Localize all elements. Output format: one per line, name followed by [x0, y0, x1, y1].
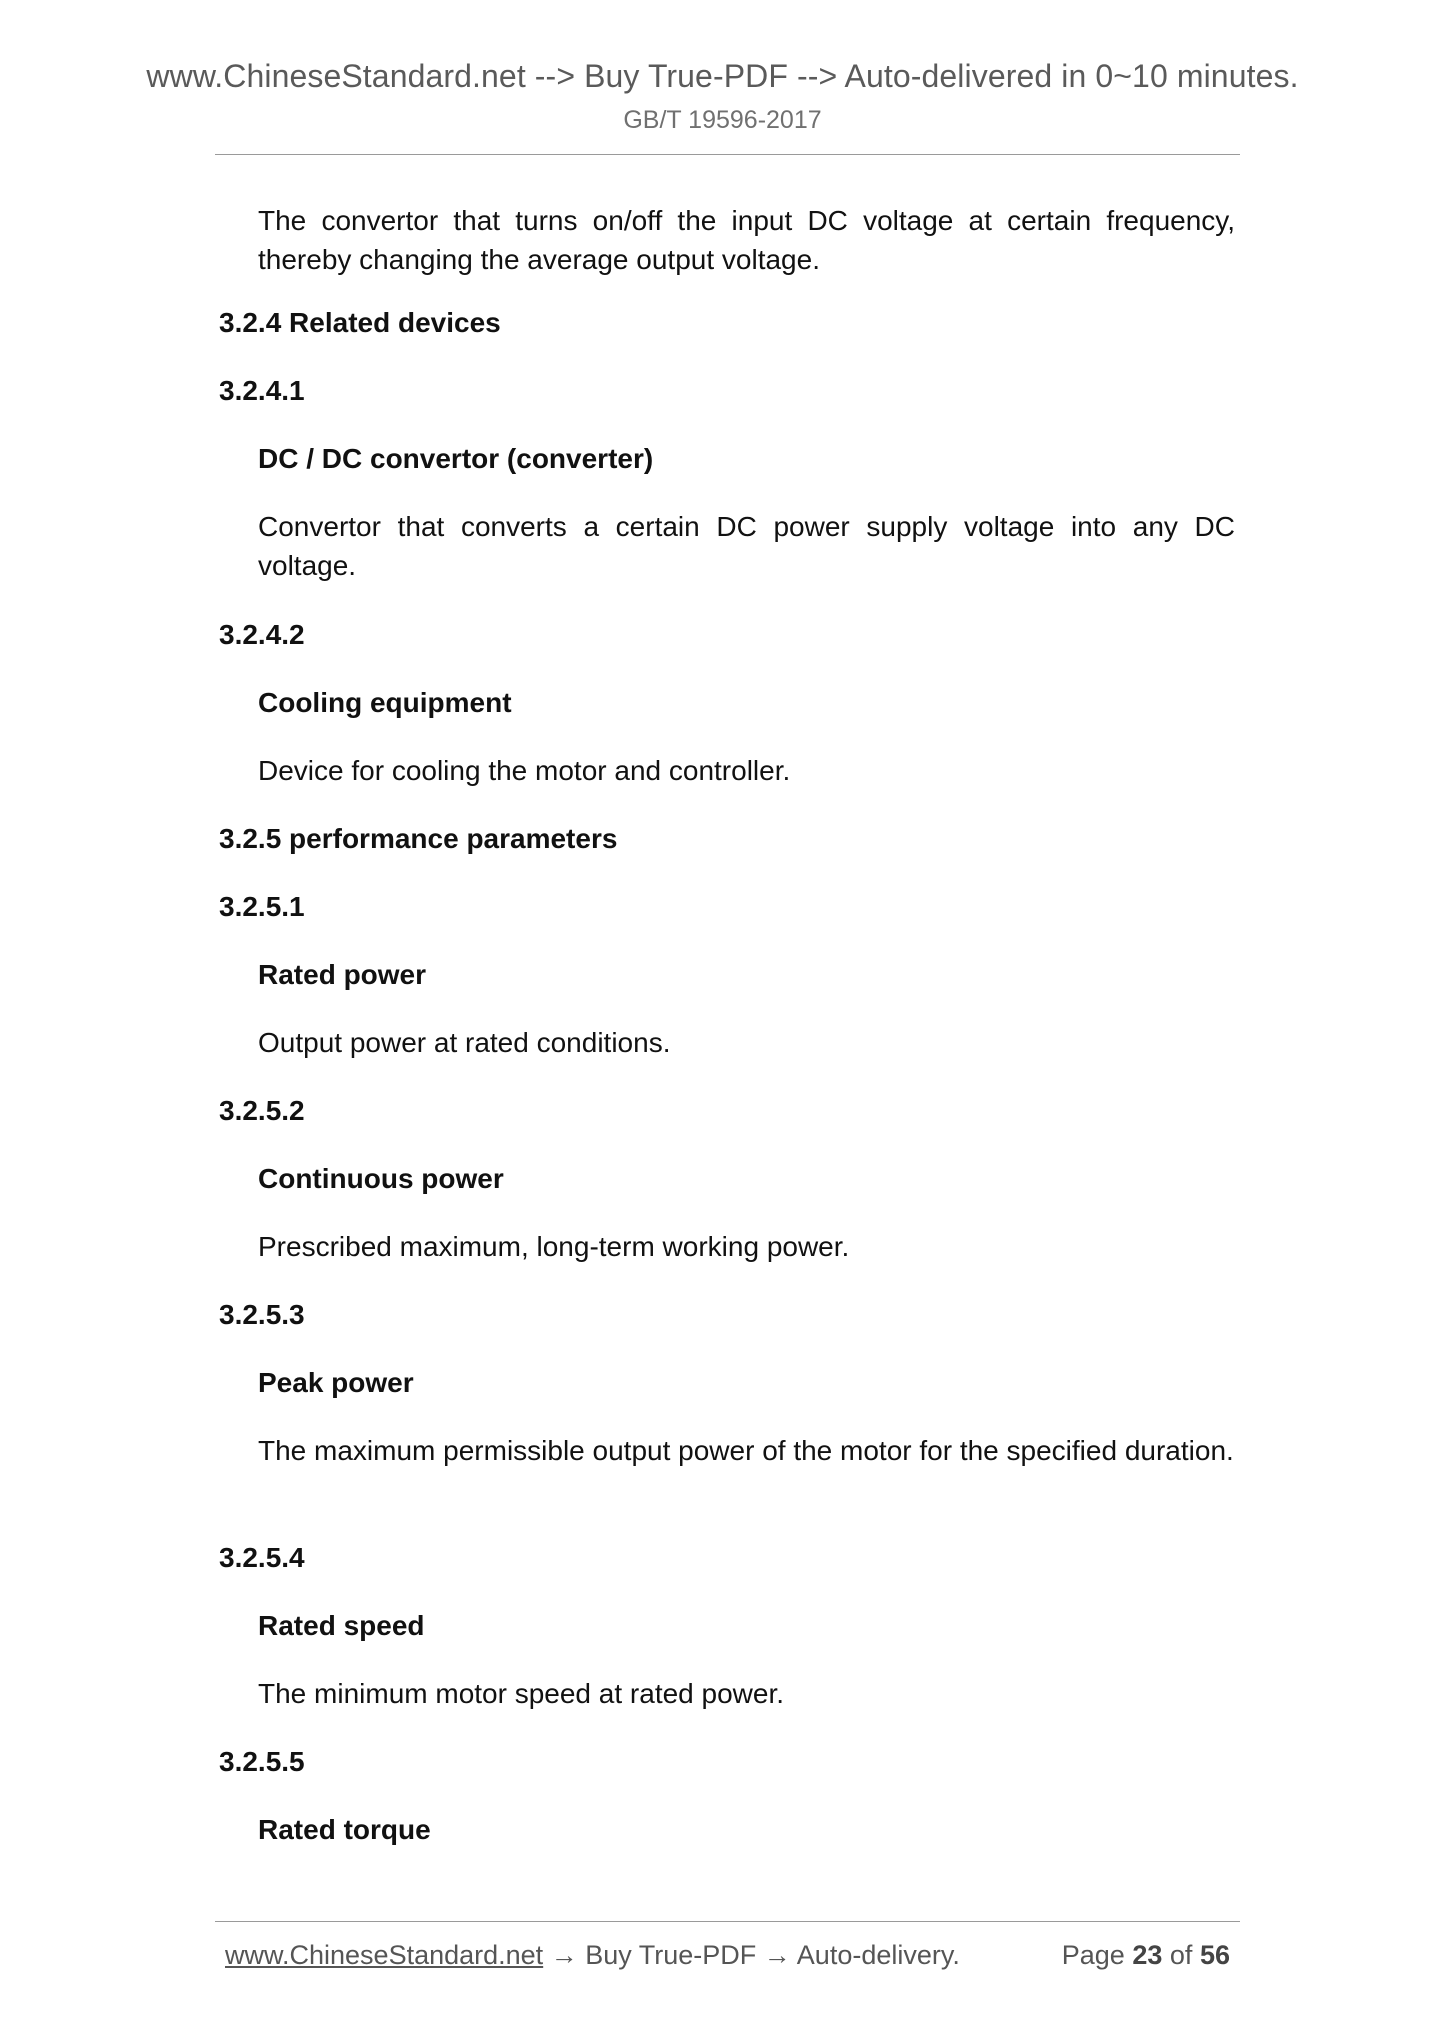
definition-rated-power: Output power at rated conditions.: [258, 1027, 671, 1058]
footer-promo: [225, 1940, 960, 1971]
definition-rated-speed: The minimum motor speed at rated power.: [258, 1678, 785, 1709]
term-rated-speed: Rated speed: [258, 1610, 425, 1641]
clause-number-3-2-5-1: 3.2.5.1: [219, 891, 305, 922]
clause-number-3-2-5-3: 3.2.5.3: [219, 1299, 305, 1330]
header-banner: www.ChineseStandard.net --> Buy True-PDF --> Auto-delivered in 0~10 minutes.: [146, 58, 1299, 94]
intro-paragraph: The convertor that turns on/off the input DC voltage at certain frequency, thereby changing the average output voltage.: [258, 205, 1235, 275]
page-footer: [225, 1940, 1230, 1980]
definition-peak-power: The maximum permissible output power of the motor for the specified duration.: [258, 1435, 1234, 1466]
standard-id: GB/T 19596-2017: [623, 106, 822, 134]
footer-divider: [215, 1921, 1240, 1922]
definition-continuous-power: Prescribed maximum, long-term working power.: [258, 1231, 850, 1262]
section-heading-3-2-5: 3.2.5 performance parameters: [219, 823, 618, 854]
clause-number-3-2-4-1: 3.2.4.1: [219, 375, 305, 406]
footer-site-link[interactable]: www.ChineseStandard.net: [225, 1940, 544, 1970]
section-heading-3-2-4: 3.2.4 Related devices: [219, 307, 501, 338]
term-cooling-equipment: Cooling equipment: [258, 687, 512, 718]
header-divider: [215, 154, 1240, 155]
term-peak-power: Peak power: [258, 1367, 414, 1398]
arrow-icon: →: [550, 1940, 578, 1970]
page-of: of: [1169, 1940, 1193, 1970]
clause-number-3-2-5-5: 3.2.5.5: [219, 1746, 305, 1777]
term-rated-torque: Rated torque: [258, 1814, 431, 1845]
definition-dc-dc-convertor: Convertor that converts a certain DC power supply voltage into any DC voltage.: [258, 511, 1235, 581]
page-total: 56: [1199, 1940, 1230, 1970]
footer-delivery-text: Auto-delivery.: [796, 1940, 960, 1970]
clause-number-3-2-5-4: 3.2.5.4: [219, 1542, 305, 1573]
term-rated-power: Rated power: [258, 959, 427, 990]
clause-number-3-2-4-2: 3.2.4.2: [219, 619, 305, 650]
definition-cooling-equipment: Device for cooling the motor and controller.: [258, 755, 791, 786]
term-dc-dc-convertor: DC / DC convertor (converter): [258, 443, 654, 474]
clause-number-3-2-5-2: 3.2.5.2: [219, 1095, 305, 1126]
arrow-icon: →: [763, 1940, 791, 1970]
footer-buy-text: Buy True-PDF: [585, 1940, 757, 1970]
term-continuous-power: Continuous power: [258, 1163, 504, 1194]
page-number: [1062, 1940, 1230, 1971]
page-label: Page: [1061, 1940, 1125, 1970]
page-current: 23: [1132, 1940, 1163, 1970]
